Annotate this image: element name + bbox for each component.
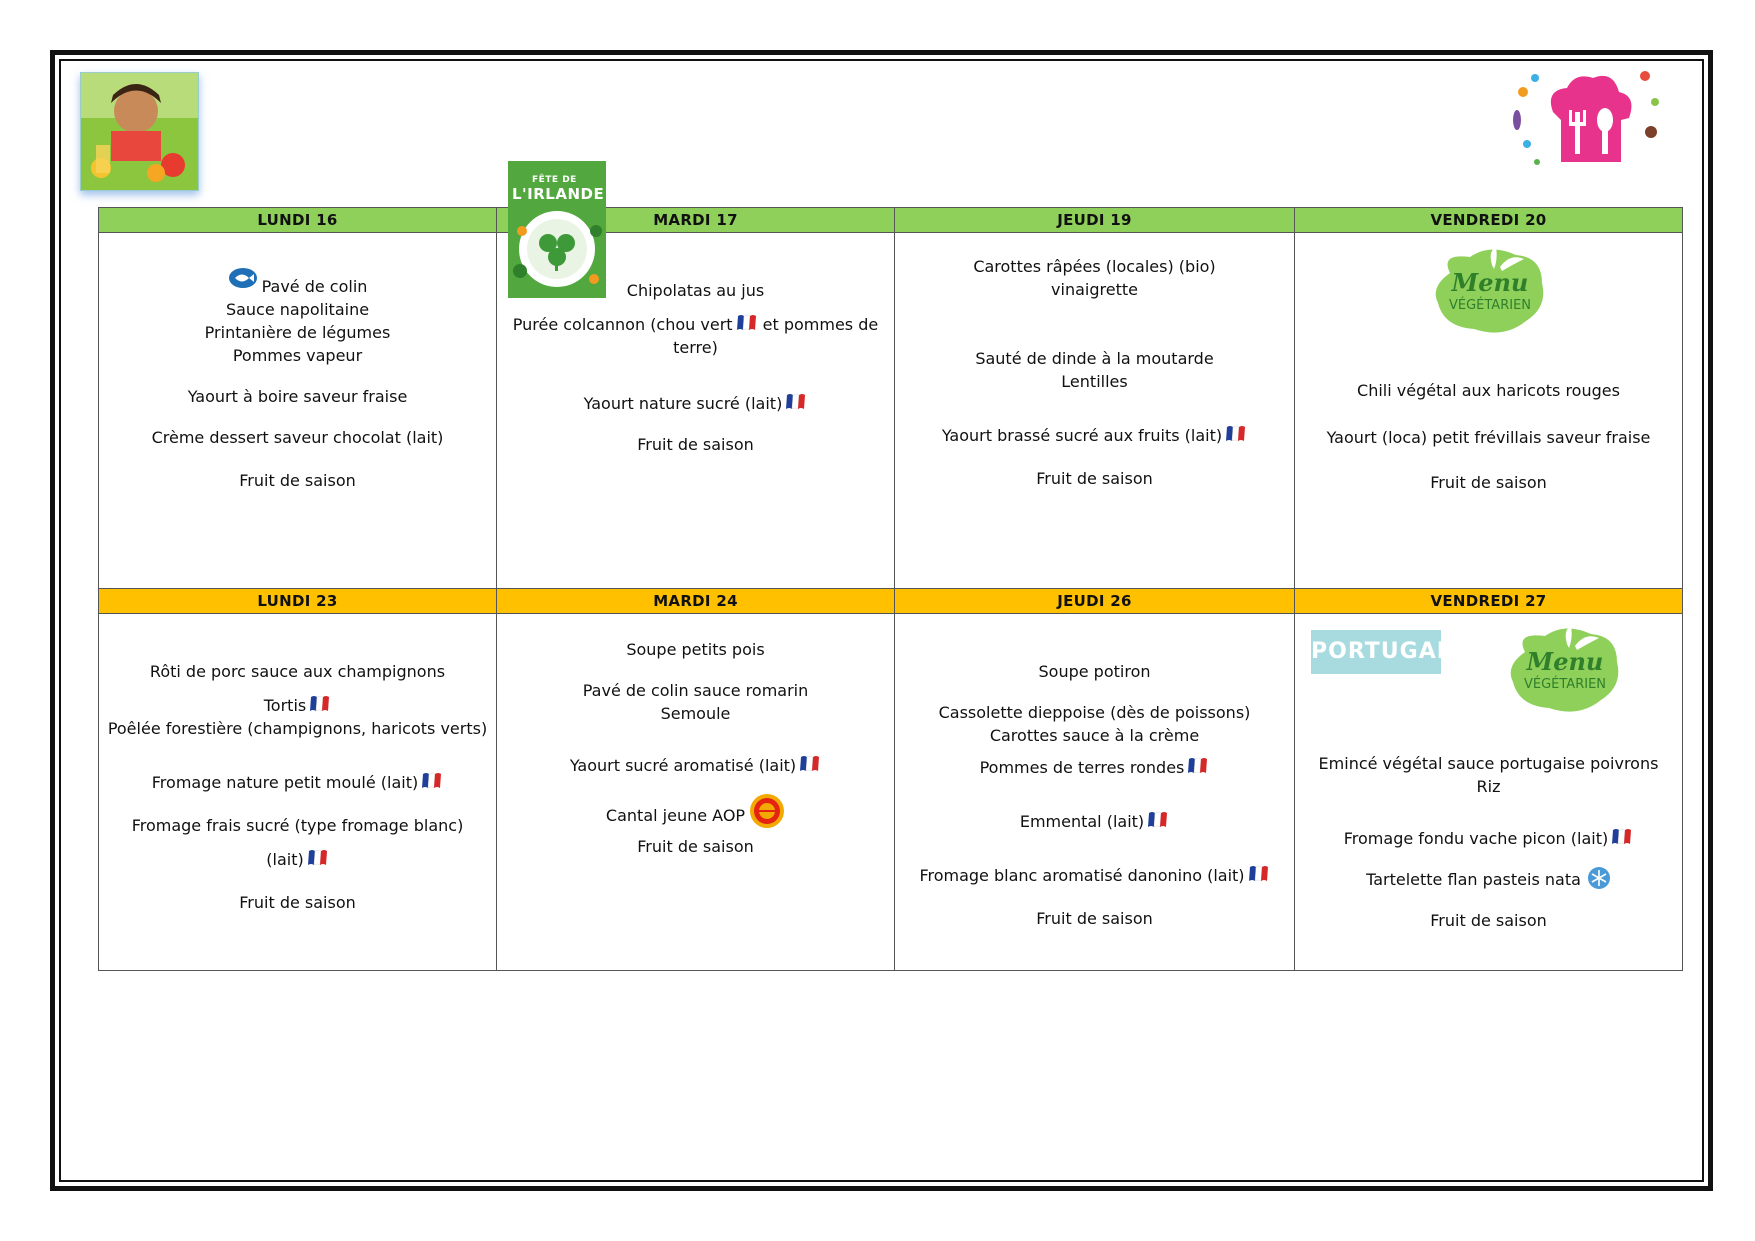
menu-item: Yaourt brassé sucré aux fruits (lait) [941, 426, 1223, 445]
menu-item: Pavé de colin sauce romarin [582, 681, 809, 700]
menu-vegetarien-badge [1430, 243, 1548, 341]
menu-item: Pommes vapeur [232, 346, 363, 365]
french-flag-icon [1248, 863, 1270, 883]
menu-item: Carottes sauce à la crème [989, 726, 1200, 745]
french-flag-icon [421, 770, 443, 790]
header-vendredi-27: VENDREDI 27 [1295, 589, 1683, 614]
veg-badge-line1: Menu [1451, 268, 1528, 297]
header-mardi-17: MARDI 17 [497, 208, 895, 233]
french-flag-icon [307, 847, 329, 867]
french-flag-icon [785, 391, 807, 411]
menu-item: terre) [673, 338, 718, 357]
menu-item: Cassolette dieppoise (dès de poissons) [938, 703, 1251, 722]
cell-lundi-23 [99, 614, 497, 971]
msc-fish-icon [228, 267, 258, 289]
menu-item: Soupe potiron [1038, 662, 1151, 681]
week2-menu-row [99, 614, 1683, 971]
chef-hat-cutlery-logo [1505, 62, 1665, 187]
menu-item: vinaigrette [1051, 280, 1138, 299]
menu-item: Purée colcannon (chou vert [512, 315, 733, 334]
menu-item: Crème dessert saveur chocolat (lait) [151, 428, 444, 447]
menu-item: Semoule [660, 704, 731, 723]
french-flag-icon [1147, 809, 1169, 829]
veg-badge-line1: Menu [1526, 647, 1603, 676]
menu-item: Lentilles [1061, 372, 1128, 391]
cell-lundi-16 [99, 233, 497, 589]
header-vendredi-20: VENDREDI 20 [1295, 208, 1683, 233]
menu-item: Fruit de saison [1036, 909, 1153, 928]
week1-menu-row [99, 233, 1683, 589]
header-jeudi-19: JEUDI 19 [895, 208, 1295, 233]
menu-item: Fruit de saison [239, 893, 356, 912]
menu-item: Chipolatas au jus [626, 281, 765, 300]
menu-item: Riz [1476, 777, 1501, 796]
menu-item: Cantal jeune AOP [605, 806, 746, 825]
menu-vegetarien-badge [1505, 622, 1623, 720]
child-eating-fruit-photo [80, 72, 199, 191]
menu-item: Tartelette flan pasteis nata [1366, 870, 1581, 889]
menu-item: Sauce napolitaine [225, 300, 370, 319]
aop-label-icon [749, 793, 785, 829]
menu-item: Emincé végétal sauce portugaise poivrons [1318, 754, 1659, 773]
menu-grid [98, 207, 1683, 971]
menu-item: Soupe petits pois [626, 640, 765, 659]
french-flag-icon [1187, 755, 1209, 775]
menu-item: Emmental (lait) [1019, 812, 1145, 831]
menu-item: Fromage blanc aromatisé danonino (lait) [919, 866, 1245, 885]
veg-badge-line2: VÉGÉTARIEN [1448, 298, 1531, 313]
header-jeudi-26: JEUDI 26 [895, 589, 1295, 614]
menu-item: Fromage nature petit moulé (lait) [151, 773, 419, 792]
badge-irlande-line1: FÊTE DE [532, 175, 577, 185]
french-flag-icon [309, 693, 331, 713]
menu-item: Pavé de colin [261, 277, 368, 296]
french-flag-icon [1611, 826, 1633, 846]
header-lundi-23: LUNDI 23 [99, 589, 497, 614]
cell-jeudi-26 [895, 614, 1295, 971]
cell-vendredi-20 [1295, 233, 1683, 589]
french-flag-icon [1225, 423, 1247, 443]
menu-item: Fruit de saison [637, 435, 754, 454]
portugal-label: PORTUGAL [1311, 630, 1441, 674]
fete-irlande-badge [508, 161, 606, 298]
cell-vendredi-27 [1295, 614, 1683, 971]
menu-item: Pommes de terres rondes [979, 758, 1185, 777]
menu-item: Yaourt (loca) petit frévillais saveur fraise [1326, 428, 1651, 447]
menu-item: Chili végétal aux haricots rouges [1357, 381, 1620, 400]
week1-header-row [99, 208, 1683, 233]
menu-item: Sauté de dinde à la moutarde [975, 349, 1214, 368]
badge-irlande-line2: L'IRLANDE [512, 185, 605, 203]
menu-item: Fruit de saison [1430, 911, 1547, 930]
french-flag-icon [736, 312, 758, 332]
menu-item: Yaourt sucré aromatisé (lait) [569, 756, 797, 775]
menu-item: Carottes râpées (locales) (bio) [973, 257, 1216, 276]
menu-item: Printanière de légumes [204, 323, 391, 342]
menu-item: Fromage fondu vache picon (lait) [1343, 829, 1609, 848]
french-flag-icon [799, 753, 821, 773]
header-lundi-16: LUNDI 16 [99, 208, 497, 233]
menu-item: Poêlée forestière (champignons, haricots verts) [107, 719, 488, 738]
menu-item: Yaourt à boire saveur fraise [187, 387, 408, 406]
header-mardi-24: MARDI 24 [497, 589, 895, 614]
menu-item: et pommes de [762, 315, 879, 334]
menu-item: Fruit de saison [1036, 469, 1153, 488]
frozen-snowflake-icon [1587, 866, 1611, 890]
menu-item: Fromage frais sucré (type fromage blanc) [131, 816, 464, 835]
veg-badge-line2: VÉGÉTARIEN [1523, 677, 1606, 692]
menu-item: Fruit de saison [1430, 473, 1547, 492]
cell-jeudi-19 [895, 233, 1295, 589]
menu-item: (lait) [266, 850, 304, 869]
menu-item: Rôti de porc sauce aux champignons [149, 662, 446, 681]
menu-item: Fruit de saison [637, 837, 754, 856]
menu-item: Fruit de saison [239, 471, 356, 490]
menu-item: Yaourt nature sucré (lait) [583, 394, 783, 413]
menu-item: Tortis [263, 696, 307, 715]
cell-mardi-24 [497, 614, 895, 971]
